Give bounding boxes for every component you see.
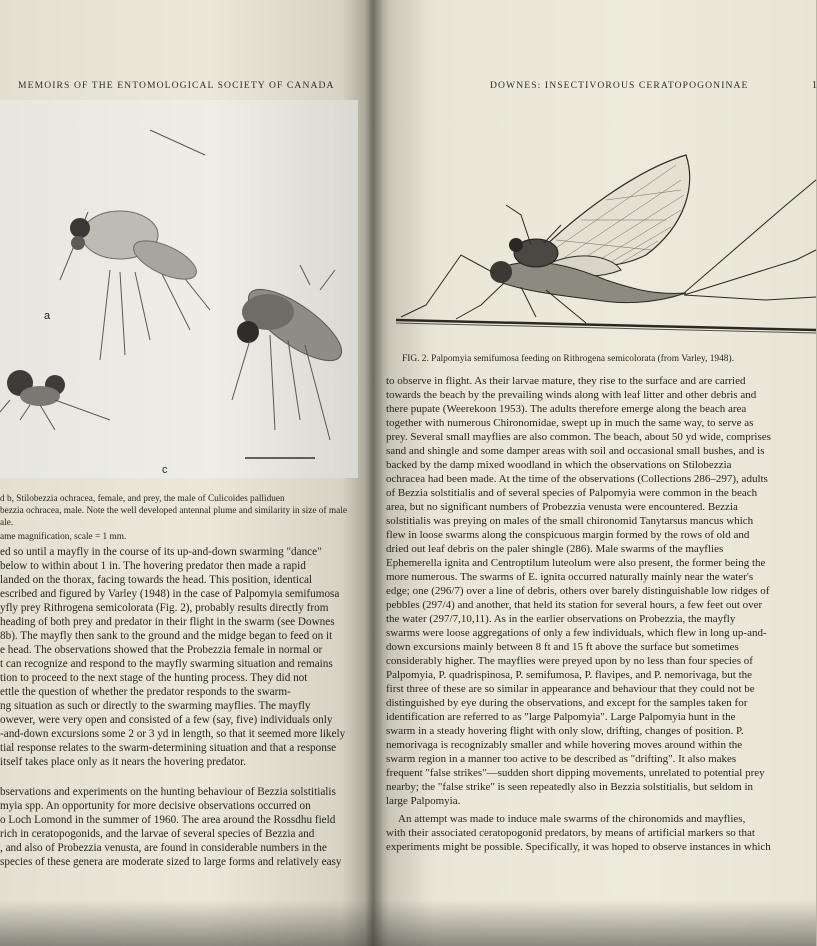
- text-line: towards the beach by the prevailing winds along with leaf litter and other debris and: [386, 389, 757, 401]
- text-line: prey. Several small mayflies are also common. The beach, about 50 yd wide, comprises: [386, 431, 771, 443]
- caption-line: ame magnification, scale = 1 mm.: [0, 532, 127, 542]
- text-line: rich in ceratopogonids, and the larvae of several species of Bezzia and: [0, 828, 315, 840]
- text-line: myia spp. An opportunity for more decisive observations occurred on: [0, 800, 311, 812]
- text-line: to observe in flight. As their larvae mature, they rise to the surface and are carried: [386, 375, 746, 387]
- text-line: ettle the question of whether the predator responds to the swarm-: [0, 686, 291, 698]
- text-line: with their associated ceratopogonid predators, by means of artificial markers so that: [386, 827, 755, 839]
- text-line: 8b). The mayfly then sank to the ground and the midge began to feed on it: [0, 630, 333, 642]
- caption-line: ale.: [0, 518, 14, 528]
- text-line: considerably higher. The mayflies were preyed upon by no less than four species of: [386, 655, 753, 667]
- figure-2-drawing: [386, 145, 816, 335]
- text-line: edge; one (296/7) over a line of debris, others over barely distinguishable low ridges of: [386, 585, 770, 597]
- running-head-right: DOWNES: INSECTIVOROUS CERATOPOGONINAE: [490, 80, 749, 91]
- figure-panel-label-a: a: [44, 310, 51, 322]
- text-line: ed so until a mayfly in the course of its up-and-down swarming "dance": [0, 546, 322, 558]
- text-line: nearby; the "false strike" is seen repeatedly also in Bezzia solstitialis, but seldom in: [386, 781, 753, 793]
- text-line: Palpomyia, P. quadrispinosa, P. semifumosa, P. flavipes, and P. nemorivaga, but the: [386, 669, 753, 681]
- text-line: swarm region in a manner too active to be described as "drifting". It also makes: [386, 753, 737, 765]
- page-number: 1: [812, 80, 817, 91]
- text-line: yfly prey Rithrogena semicolorata (Fig. 2), probably results directly from: [0, 602, 329, 614]
- text-line: swarm in a steady hovering flight with only slow, drifting, changes of position. P.: [386, 725, 744, 737]
- text-line: bservations and experiments on the hunting behaviour of Bezzia solstitialis: [0, 786, 336, 798]
- text-line: together with numerous Chironomidae, swept up in much the same way, to serve as: [386, 417, 754, 429]
- text-line: Ephemerella ignita and Centroptilum luteolum were also present, the former being the: [386, 557, 766, 569]
- text-line: down excursions mainly between 8 ft and 15 ft above the surface but sometimes: [386, 641, 739, 653]
- figure-2-caption: FIG. 2. Palpomyia semifumosa feeding on Rithrogena semicolorata (from Varley, 1948).: [402, 354, 734, 364]
- text-line: backed by the damp mixed woodland in which the observations on Stilobezzia: [386, 459, 732, 471]
- text-line: e head. The observations showed that the Probezzia female in normal or: [0, 644, 323, 656]
- running-head-left: MEMOIRS OF THE ENTOMOLOGICAL SOCIETY OF CANADA: [18, 80, 335, 91]
- text-line: flew in loose swarms along the conspicuous margin formed by the rows of old and: [386, 529, 750, 541]
- text-line: dried out leaf debris on the paler shingle (286). Male swarms of the mayflies: [386, 543, 724, 555]
- text-line: more numerous. The swarms of E. ignita occurred naturally mainly near the water's: [386, 571, 754, 583]
- text-line: experiments might be possible. Specifically, it was hoped to observe instances in which: [386, 841, 771, 853]
- text-line: area, but no significant numbers of Probezzia venusta were encountered. Bezzia: [386, 501, 738, 513]
- text-line: sand and shingle and some damper areas with soil and occasional small bushes, and is: [386, 445, 765, 457]
- figure-panel-label-c: c: [162, 464, 168, 476]
- text-line: -and-down excursions some 2 or 3 yd in length, so that it seemed more likely: [0, 728, 346, 740]
- book-gutter: [364, 0, 382, 946]
- text-line: nemorivaga is recognizably smaller and while hovering moves around within the: [386, 739, 743, 751]
- text-line: large Palpomyia.: [386, 795, 461, 807]
- text-line: ochracea had been made. At the time of the observations (Collections 286–297), adults: [386, 473, 768, 485]
- text-line: escribed and figured by Varley (1948) in the case of Palpomyia semifumosa: [0, 588, 340, 600]
- text-line: , and also of Probezzia venusta, are found in considerable numbers in the: [0, 842, 327, 854]
- page-edge-shadow: [0, 900, 816, 946]
- text-line: distinguished by eye during the observations, and except for the samples taken for: [386, 697, 748, 709]
- text-line: tion to proceed to the next stage of the hunting process. They did not: [0, 672, 308, 684]
- text-line: of Bezzia solstitialis and of several species of Palpomyia were common in the beach: [386, 487, 758, 499]
- text-line: t can recognize and respond to the mayfly swarming situation and remains: [0, 658, 333, 670]
- text-line: An attempt was made to induce male swarms of the chironomids and mayflies,: [398, 813, 746, 825]
- text-line: first three of these are so similar in appearance and behaviour that they could not be: [386, 683, 755, 695]
- text-line: landed on the thorax, facing towards the head. This position, identical: [0, 574, 313, 586]
- text-line: ng situation as such or directly to the swarming mayflies. The mayfly: [0, 700, 311, 712]
- text-line: o Loch Lomond in the summer of 1960. The area around the Rossdhu field: [0, 814, 336, 826]
- figure-1-photograph: [0, 100, 358, 478]
- caption-line: bezzia ochracea, male. Note the well developed antennal plume and similarity in size of male: [0, 506, 347, 516]
- text-line: swarms were loose aggregations of only a few individuals, which flew in long up-and-: [386, 627, 767, 639]
- text-line: owever, were very open and consisted of a few (say, five) individuals only: [0, 714, 333, 726]
- text-line: species of these genera are moderate sized to large forms and relatively easy: [0, 856, 342, 868]
- text-line: identification are referred to as "large Palpomyia". Large Palpomyia hunt in the: [386, 711, 736, 723]
- figure-1-drawing: [0, 100, 358, 478]
- text-line: the water (297/7,10,11). As in the earlier observations on Probezzia, the mayfly: [386, 613, 736, 625]
- text-line: pebbles (297/4) and another, that held its station for several hours, a few feet out over: [386, 599, 763, 611]
- text-line: tial response relates to the swarm-determining situation and that a response: [0, 742, 337, 754]
- right-page: [372, 0, 816, 946]
- text-line: below to within about 1 in. The hovering predator then made a rapid: [0, 560, 306, 572]
- left-page: [0, 0, 372, 946]
- text-line: heading of both prey and predator in their flight in the swarm (see Downes: [0, 616, 335, 628]
- text-line: itself takes place only as it nears the hovering predator.: [0, 756, 247, 768]
- text-line: frequent "false strikes"—sudden short dipping movements, unrelated to potential prey: [386, 767, 765, 779]
- text-line: there pupate (Weerekoon 1953). The adults therefore emerge along the beach area: [386, 403, 747, 415]
- caption-line: d b, Stilobezzia ochracea, female, and prey, the male of Culicoides palliduen: [0, 494, 285, 504]
- text-line: solstitialis was preying on males of the small chironomid Tanytarsus mancus which: [386, 515, 754, 527]
